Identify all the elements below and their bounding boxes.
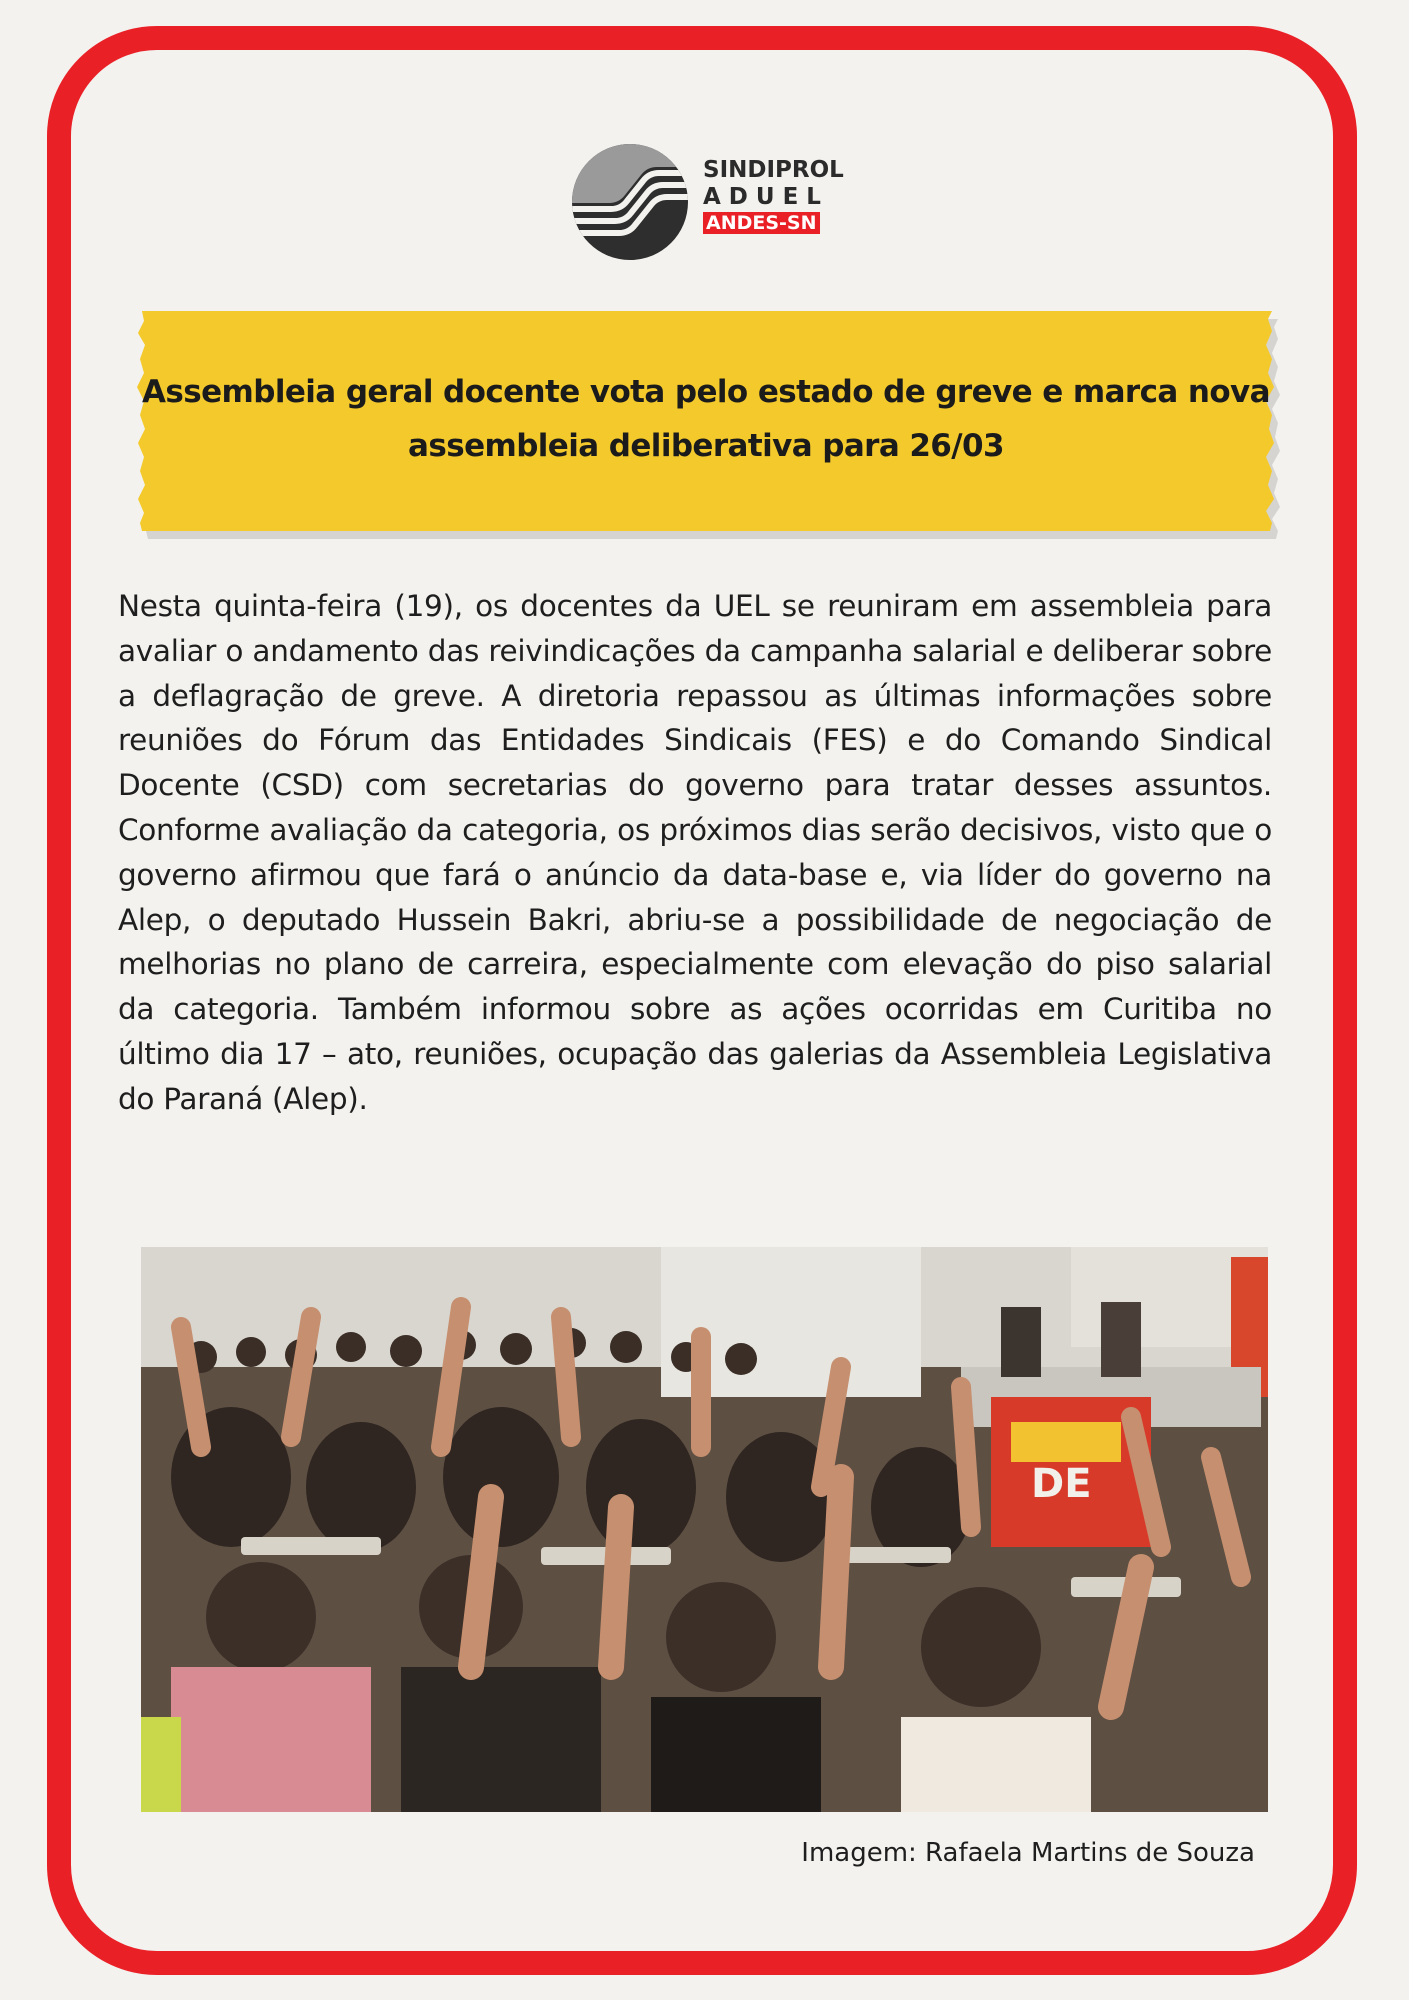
sindiprol-logo: [571, 143, 843, 263]
logo-line-aduel: ADUEL: [703, 184, 829, 210]
logo-line-andes: ANDES-SN: [703, 212, 820, 234]
headline: Assembleia geral docente vota pelo estado de greve e marca nova assembleia deliberativa para 26/03: [142, 374, 1270, 464]
logo-wordmark: [703, 157, 844, 234]
headline-banner: [132, 305, 1280, 545]
article-body: Nesta quinta-feira (19), os docentes da UEL se reuniram em assembleia para avaliar o andamento das reivindicações da campanha salarial e deliberar sobre a deflagração de greve. A diretoria repassou as últimas informações sobre reuniões do Fórum das Entidades Sindicais (FES) e do Comando Sindical Docente (CSD) com secretarias do governo para tratar desses assuntos. Conforme avaliação da categoria, os próximos dias serão decisivos, visto que o governo afirmou que fará o anúncio da data-base e, via líder do governo na Alep, o deputado Hussein Bakri, abriu-se a possibilidade de negociação de melhorias no plano de carreira, especialmente com elevação do piso salarial da categoria. Também informou sobre as ações ocorridas em Curitiba no último dia 17 – ato, reuniões, ocupação das galerias da Assembleia Legislativa do Paraná (Alep).: [118, 589, 1272, 1116]
logo-mark-icon: [571, 143, 689, 261]
photo-banner-text: DE: [1031, 1461, 1092, 1507]
logo-line-sindiprol: SINDIPROL: [703, 157, 844, 183]
photo-caption: Imagem: Rafaela Martins de Souza: [801, 1838, 1255, 1868]
assembly-photo: [141, 1247, 1268, 1812]
